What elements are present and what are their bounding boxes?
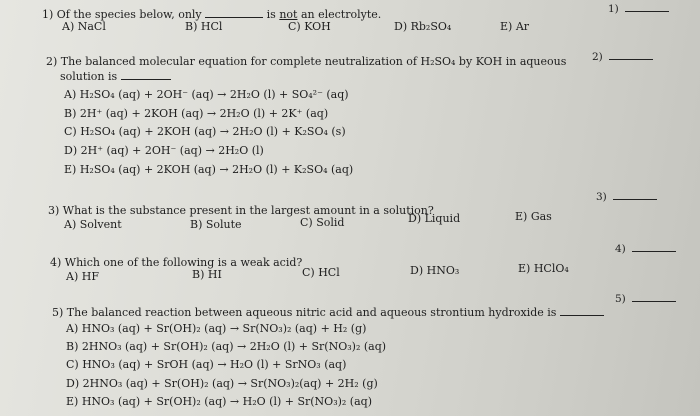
question-1-stem-is: is (266, 8, 276, 21)
q1-option-e: E) Ar (500, 20, 530, 33)
q3-option-c: C) Solid (300, 216, 345, 229)
q1-option-c: C) KOH (288, 20, 331, 33)
answer-blank-5 (632, 292, 676, 302)
answer-label-3: 3) (596, 191, 607, 203)
q2-option-c: C) H₂SO₄ (aq) + 2KOH (aq) → 2H₂O (l) + K₂SO₄ (s) (64, 125, 346, 138)
q1-option-d: D) Rb₂SO₄ (394, 20, 452, 33)
q2-option-d: D) 2H⁺ (aq) + 2OH⁻ (aq) → 2H₂O (l) (64, 144, 264, 157)
q3-option-e: E) Gas (515, 210, 552, 223)
q1-option-b: B) HCl (185, 20, 223, 33)
q3-option-d: D) Liquid (408, 212, 461, 225)
q5-option-e: E) HNO₃ (aq) + Sr(OH)₂ (aq) → H₂O (l) + Sr(NO₃)₂ (aq) (66, 395, 372, 408)
answer-blank-1 (625, 2, 669, 12)
q5-option-c: C) HNO₃ (aq) + SrOH (aq) → H₂O (l) + SrNO₃ (aq) (66, 358, 347, 371)
q4-option-d: D) HNO₃ (410, 264, 460, 277)
answer-blank-4 (632, 242, 676, 252)
question-4-stem: 4) Which one of the following is a weak acid? (50, 256, 303, 269)
answer-line-1 (608, 2, 669, 15)
answer-blank-2 (609, 50, 653, 60)
q3-option-b: B) Solute (190, 218, 242, 231)
q4-option-c: C) HCl (302, 266, 340, 279)
answer-label-2: 2) (592, 51, 603, 63)
q5-option-d: D) 2HNO₃ (aq) + Sr(OH)₂ (aq) → Sr(NO₃)₂(aq) + 2H₂ (g) (66, 377, 378, 390)
q2-option-a: A) H₂SO₄ (aq) + 2OH⁻ (aq) → 2H₂O (l) + SO₄²⁻ (aq) (64, 88, 349, 101)
question-2-blank (121, 69, 171, 80)
q4-option-e: E) HClO₄ (518, 262, 569, 275)
question-5-blank (560, 305, 604, 316)
q4-option-a: A) HF (66, 270, 99, 283)
question-5-stem-text: 5) The balanced reaction between aqueous nitric acid and aqueous strontium hydroxide is (52, 306, 557, 319)
question-5-stem (52, 305, 604, 319)
question-1-blank (205, 7, 263, 18)
q4-option-b: B) HI (192, 268, 222, 281)
question-2-stem-cont (60, 69, 171, 83)
q2-option-e: E) H₂SO₄ (aq) + 2KOH (aq) → 2H₂O (l) + K₂SO₄ (aq) (64, 163, 354, 176)
question-1-stem-start: 1) Of the species below, only (42, 8, 202, 21)
q5-option-a: A) HNO₃ (aq) + Sr(OH)₂ (aq) → Sr(NO₃)₂ (aq) + H₂ (g) (66, 322, 367, 335)
question-2-stem: 2) The balanced molecular equation for complete neutralization of H₂SO₄ by KOH in aqueous (46, 55, 567, 68)
answer-label-5: 5) (615, 293, 626, 305)
answer-label-1: 1) (608, 3, 619, 15)
answer-line-2 (592, 50, 653, 63)
question-1-stem-end: an electrolyte. (300, 8, 382, 21)
answer-line-4 (615, 242, 676, 255)
q3-option-a: A) Solvent (64, 218, 122, 231)
answer-line-5 (615, 292, 676, 305)
answer-blank-3 (613, 190, 657, 200)
q5-option-b: B) 2HNO₃ (aq) + Sr(OH)₂ (aq) → 2H₂O (l) + Sr(NO₃)₂ (aq) (66, 340, 387, 353)
q1-option-a: A) NaCl (62, 20, 106, 33)
answer-line-3 (596, 190, 657, 203)
q2-option-b: B) 2H⁺ (aq) + 2KOH (aq) → 2H₂O (l) + 2K⁺ (aq) (64, 107, 329, 120)
question-1-stem-not: not (279, 8, 298, 21)
answer-label-4: 4) (615, 243, 626, 255)
question-2-stem-line2: solution is (60, 70, 118, 83)
question-1-stem (42, 7, 381, 21)
question-3-stem: 3) What is the substance present in the largest amount in a solution? (48, 204, 434, 217)
